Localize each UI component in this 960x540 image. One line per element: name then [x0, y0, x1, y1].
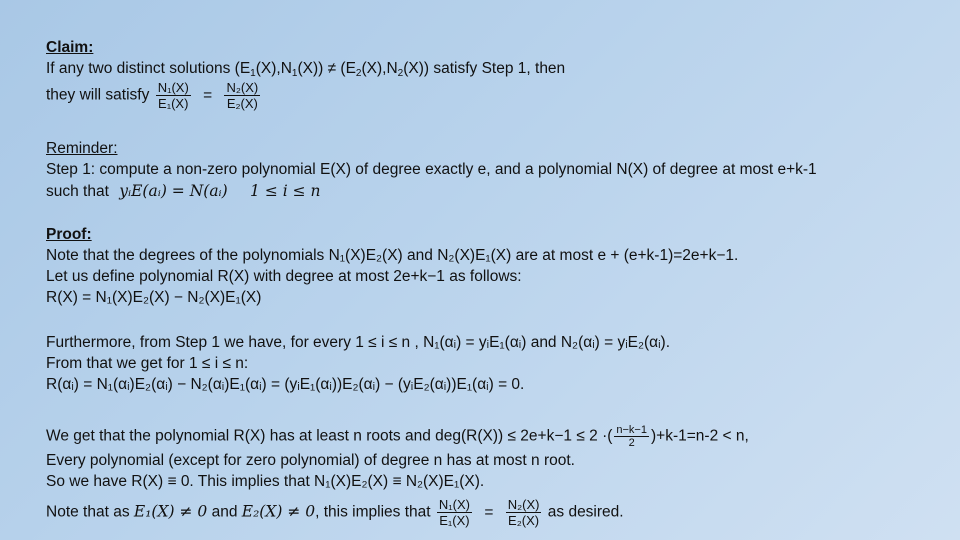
- claim-heading: Claim:: [46, 39, 94, 56]
- proof-line-8: Every polynomial (except for zero polynomial) of degree n has at most n root.: [46, 452, 575, 469]
- e2-nonzero: E₂(X) ≠ 0: [241, 502, 316, 521]
- deg-bound-tail: )+k-1=n-2 < n,: [650, 427, 749, 445]
- fraction-numerator: N₁(X): [438, 497, 470, 512]
- final-fraction-2: [506, 497, 542, 528]
- claim-line-2: [46, 80, 262, 111]
- equals-sign: =: [203, 86, 213, 104]
- proof-line-5: From that we get for 1 ≤ i ≤ n:: [46, 355, 249, 372]
- e1-nonzero: E₁(X) ≠ 0: [133, 502, 208, 521]
- fraction-numerator: N₂(X): [507, 497, 540, 512]
- equals-sign: =: [484, 503, 494, 521]
- note-text: Note that as: [46, 503, 130, 521]
- proof-line-10: [46, 497, 624, 528]
- final-fraction-1: [437, 497, 472, 528]
- proof-line-2: Let us define polynomial R(X) with degree at most 2e+k−1 as follows:: [46, 268, 522, 285]
- fraction-denominator: E₂(X): [508, 513, 540, 528]
- claim-satisfy-text: they will satisfy: [46, 86, 150, 104]
- fraction-numerator: n−k−1: [616, 424, 647, 436]
- claim-fraction-1: [156, 80, 191, 111]
- deg-bound-fraction: [614, 424, 649, 449]
- such-that-text: such that: [46, 183, 109, 200]
- claim-text-c: (X)) ≠ (E: [297, 60, 356, 77]
- reminder-heading: Reminder:: [46, 140, 118, 157]
- deg-bound-text: We get that the polynomial R(X) has at least n roots and deg(R(X)) ≤ 2e+k−1 ≤ 2 ·(: [46, 427, 613, 445]
- step1-formula: yᵢE(aᵢ) = N(aᵢ): [119, 182, 228, 200]
- implies-text: , this implies that: [315, 503, 431, 521]
- reminder-step1: Step 1: compute a non-zero polynomial E(X) of degree exactly e, and a polynomial N(X) of degree at most e+k-1: [46, 161, 817, 178]
- proof-line-9: So we have R(X) ≡ 0. This implies that N₁(X)E₂(X) ≡ N₂(X)E₁(X).: [46, 473, 485, 490]
- fraction-numerator: N₂(X): [226, 80, 259, 95]
- claim-fraction-2: [224, 80, 260, 111]
- fraction-denominator: E₁(X): [158, 96, 189, 111]
- proof-line-4: Furthermore, from Step 1 we have, for every 1 ≤ i ≤ n , N₁(αᵢ) = yᵢE₁(αᵢ) and N₂(αᵢ) = yᵢE₂(αᵢ).: [46, 334, 671, 351]
- proof-line-6: R(αᵢ) = N₁(αᵢ)E₂(αᵢ) − N₂(αᵢ)E₁(αᵢ) = (yᵢE₁(αᵢ))E₂(αᵢ) − (yᵢE₂(αᵢ))E₁(αᵢ) = 0.: [46, 376, 525, 393]
- fraction-numerator: N₁(X): [157, 80, 189, 95]
- claim-line-1: If any two distinct solutions $(E_1(X),N_1(X)) \ne (E_2(X),N_2(X))$ satisfy Step 1, then: [46, 60, 566, 79]
- claim-text-d: (X),N: [361, 60, 398, 77]
- claim-text-b: (X),N: [255, 60, 292, 77]
- claim-text-e: (X)) satisfy Step 1, then: [403, 60, 566, 77]
- fraction-denominator: 2: [628, 437, 635, 449]
- proof-heading: Proof:: [46, 226, 92, 243]
- as-desired-text: as desired.: [547, 503, 624, 521]
- step1-range: 1 ≤ i ≤ n: [250, 182, 321, 200]
- fraction-denominator: E₁(X): [439, 513, 470, 528]
- proof-line-3: R(X) = N₁(X)E₂(X) − N₂(X)E₁(X): [46, 289, 262, 306]
- proof-line-1: Note that the degrees of the polynomials N₁(X)E₂(X) and N₂(X)E₁(X) are at most e + (e+k-1)=2e+k−1.: [46, 247, 739, 264]
- reminder-such-that: [46, 181, 321, 202]
- proof-line-7: [46, 424, 749, 449]
- claim-text-a: If any two distinct solutions (E: [46, 60, 251, 77]
- fraction-denominator: E₂(X): [226, 96, 258, 111]
- and-text: and: [211, 503, 238, 521]
